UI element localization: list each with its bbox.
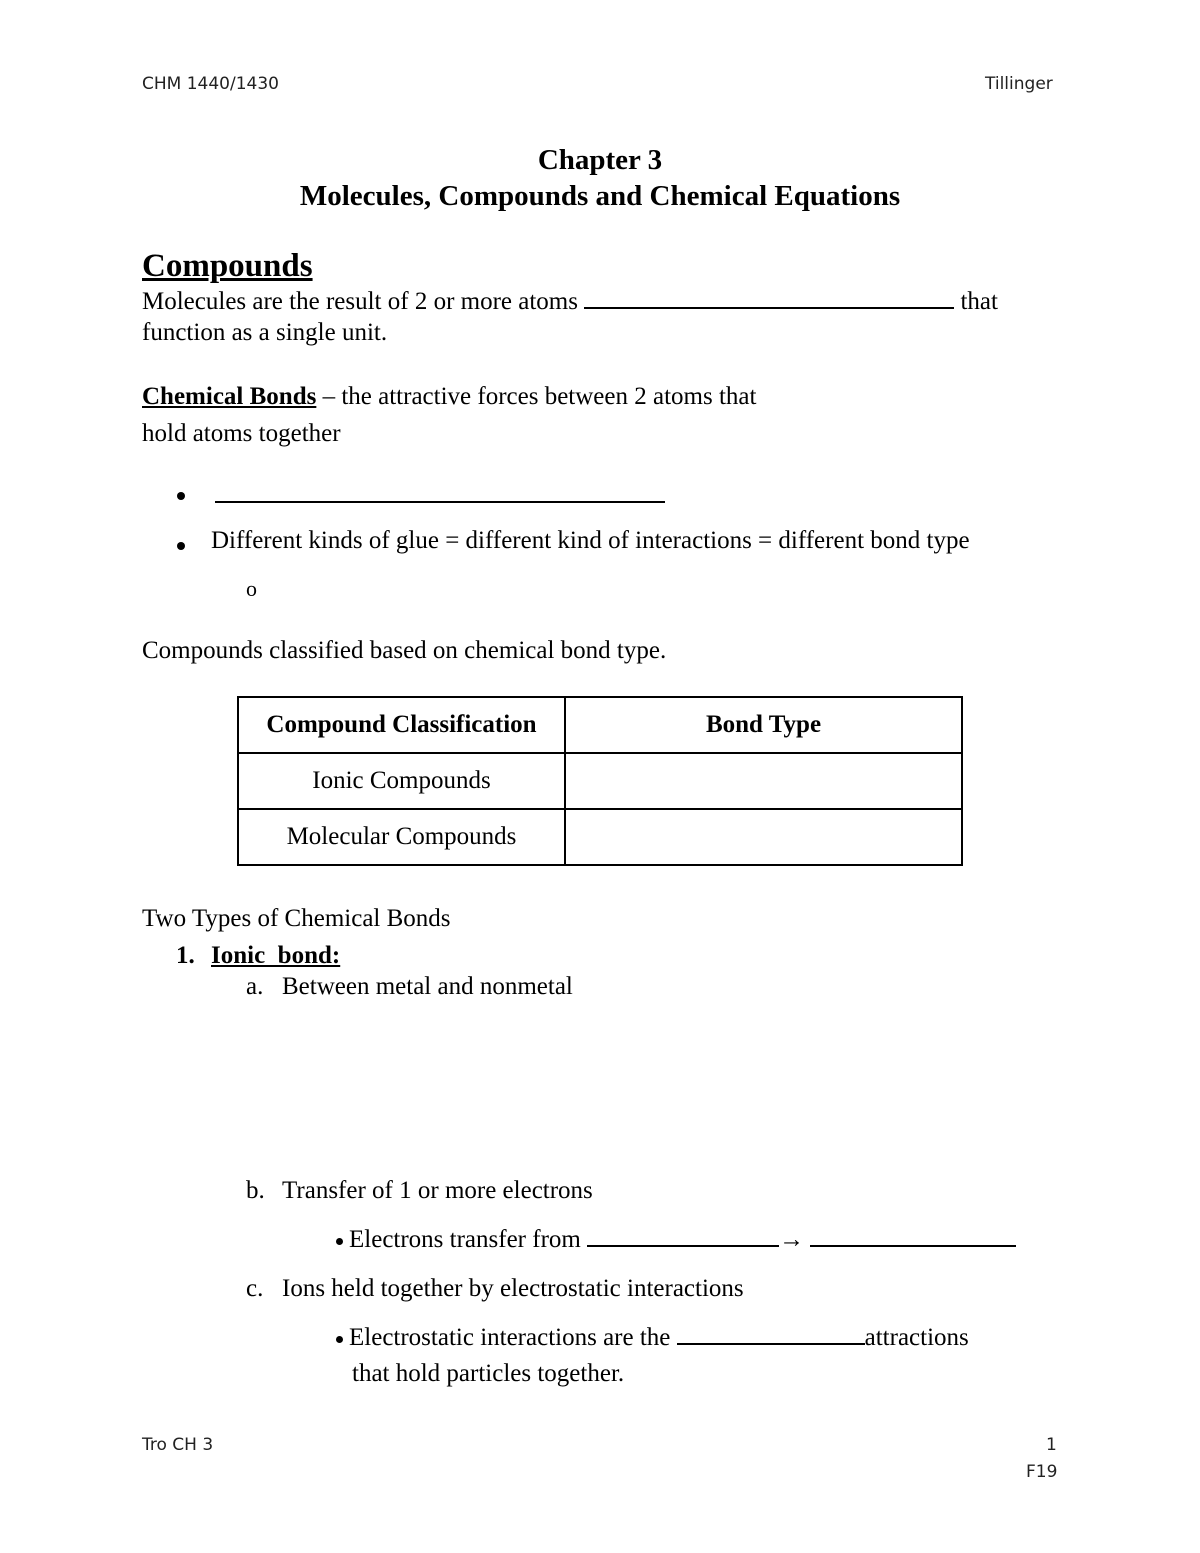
sub-bullet-marker: o	[246, 576, 257, 601]
table-cell-classification: Ionic Compounds	[238, 753, 565, 809]
two-types-heading: Two Types of Chemical Bonds	[142, 905, 451, 932]
chemical-bonds-definition	[142, 383, 756, 411]
electrostatic-text-after: attractions	[864, 1324, 969, 1351]
fill-blank	[584, 307, 954, 309]
table-row	[238, 809, 962, 865]
table-header-row	[238, 697, 962, 753]
molecules-sentence-line2: function as a single unit.	[142, 319, 388, 346]
header-course: CHM 1440/1430	[142, 74, 279, 94]
item-a-text: Between metal and nonmetal	[282, 973, 573, 1000]
item-c-marker: c.	[246, 1275, 264, 1302]
electrons-transfer-line	[336, 1226, 1016, 1254]
molecules-text-after: that	[960, 288, 998, 315]
chapter-title: Chapter 3	[537, 144, 663, 176]
fill-blank	[587, 1245, 779, 1247]
footer-code: F19	[1026, 1462, 1058, 1482]
table-header-classification: Compound Classification	[238, 697, 565, 753]
fill-blank	[677, 1343, 865, 1345]
bullet-bond-type: Different kinds of glue = different kind of interactions = different bond type	[211, 527, 970, 554]
chemical-bonds-line2: hold atoms together	[142, 420, 341, 447]
table-cell-bond-type	[565, 809, 962, 865]
electrons-transfer-text: Electrons transfer from	[349, 1226, 581, 1253]
chapter-subtitle: Molecules, Compounds and Chemical Equations	[299, 180, 901, 212]
table-cell-bond-type	[565, 753, 962, 809]
fill-blank	[810, 1245, 1016, 1247]
section-heading-compounds: Compounds	[142, 248, 313, 284]
item-1-label: Ionic bond:	[211, 942, 341, 969]
bullet-icon	[336, 1238, 343, 1245]
item-a-marker: a.	[246, 973, 264, 1000]
footer-chapter: Tro CH 3	[142, 1435, 214, 1455]
chemical-bonds-term: Chemical Bonds	[142, 383, 317, 410]
bullet-icon	[177, 537, 185, 555]
header-instructor: Tillinger	[985, 74, 1053, 94]
fill-blank	[215, 477, 665, 503]
molecules-sentence	[142, 288, 998, 316]
electrostatic-line2: that hold particles together.	[352, 1360, 625, 1387]
chemical-bonds-text: – the attractive forces between 2 atoms that	[316, 383, 757, 410]
molecules-text: Molecules are the result of 2 or more atoms	[142, 288, 578, 315]
classified-text: Compounds classified based on chemical bond type.	[142, 637, 667, 664]
item-c-text: Ions held together by electrostatic interactions	[282, 1275, 744, 1302]
arrow-icon: →	[779, 1226, 805, 1253]
table-row	[238, 753, 962, 809]
electrostatic-text: Electrostatic interactions are the	[349, 1324, 671, 1351]
table-cell-classification: Molecular Compounds	[238, 809, 565, 865]
item-1-number: 1.	[176, 942, 195, 969]
classification-table	[237, 696, 963, 866]
electrostatic-line	[336, 1324, 969, 1352]
item-b-marker: b.	[246, 1177, 265, 1204]
bullet-icon	[177, 487, 185, 505]
item-b-text: Transfer of 1 or more electrons	[282, 1177, 593, 1204]
page-number: 1	[1046, 1435, 1057, 1455]
table-header-bond-type: Bond Type	[565, 697, 962, 753]
bullet-icon	[336, 1336, 343, 1343]
